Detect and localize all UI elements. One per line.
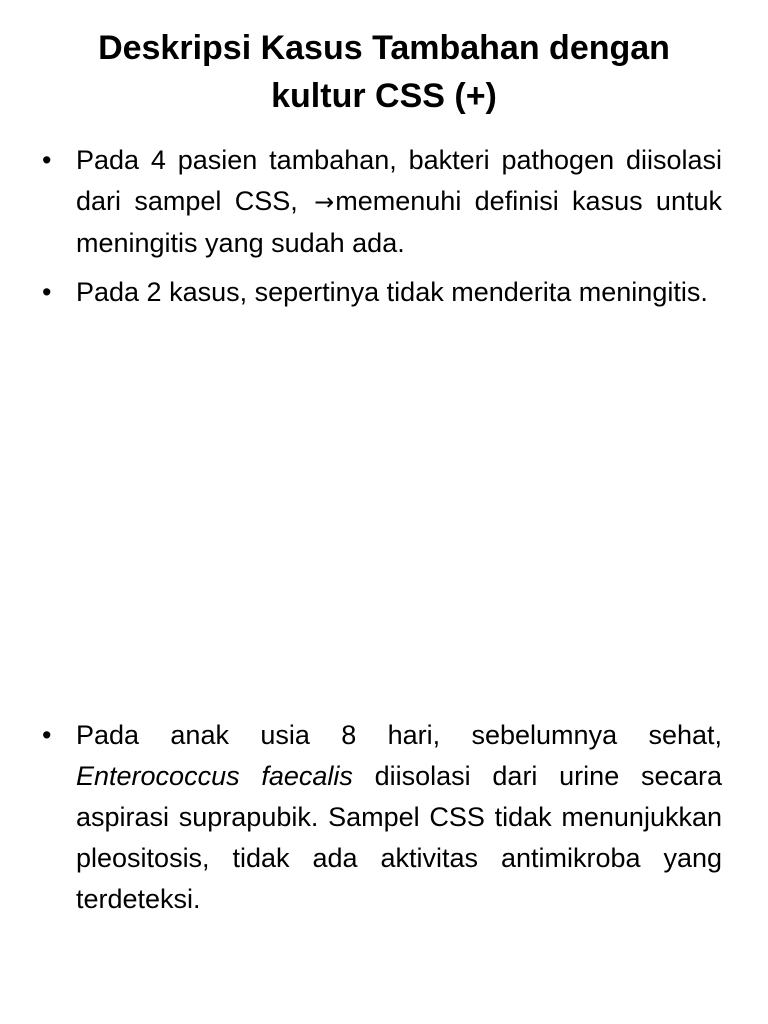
slide-title (40, 24, 728, 120)
bullet-icon: • (42, 277, 52, 307)
bullet-list-bottom (40, 715, 722, 928)
bullet-list-top (40, 140, 722, 321)
bullet-text-lead: Pada anak usia 8 hari, sebelumnya sehat, (76, 720, 722, 750)
bullet-icon: • (42, 145, 52, 175)
bullet-text: Pada 2 kasus, sepertinya tidak menderita meningitis. (76, 277, 708, 307)
bullet-text-rest: diisolasi dari urine secara aspirasi suprapubik. Sampel CSS tidak menunjukkan pleositosis, tidak ada aktivitas antimikroba yang terdeteksi. (76, 761, 722, 914)
arrow-right-icon: → (314, 188, 335, 216)
bullet-icon: • (42, 720, 52, 750)
bullet-text-part-2: memenuhi definisi kasus untuk meningitis yang sudah ada. (76, 186, 722, 258)
slide-title-line-1: Deskripsi Kasus Tambahan dengan (98, 29, 670, 67)
bullet-item-eight-day-old (40, 715, 722, 920)
bullet-item-additional-patients (40, 140, 722, 264)
bullet-text-organism: Enterococcus faecalis (76, 761, 353, 791)
bullet-text-part-1: Pada 4 pasien tambahan, bakteri pathogen diisolasi dari sampel CSS, (76, 145, 722, 216)
bullet-item-two-cases (40, 272, 722, 313)
slide-title-line-2: kultur CSS (+) (271, 77, 497, 115)
